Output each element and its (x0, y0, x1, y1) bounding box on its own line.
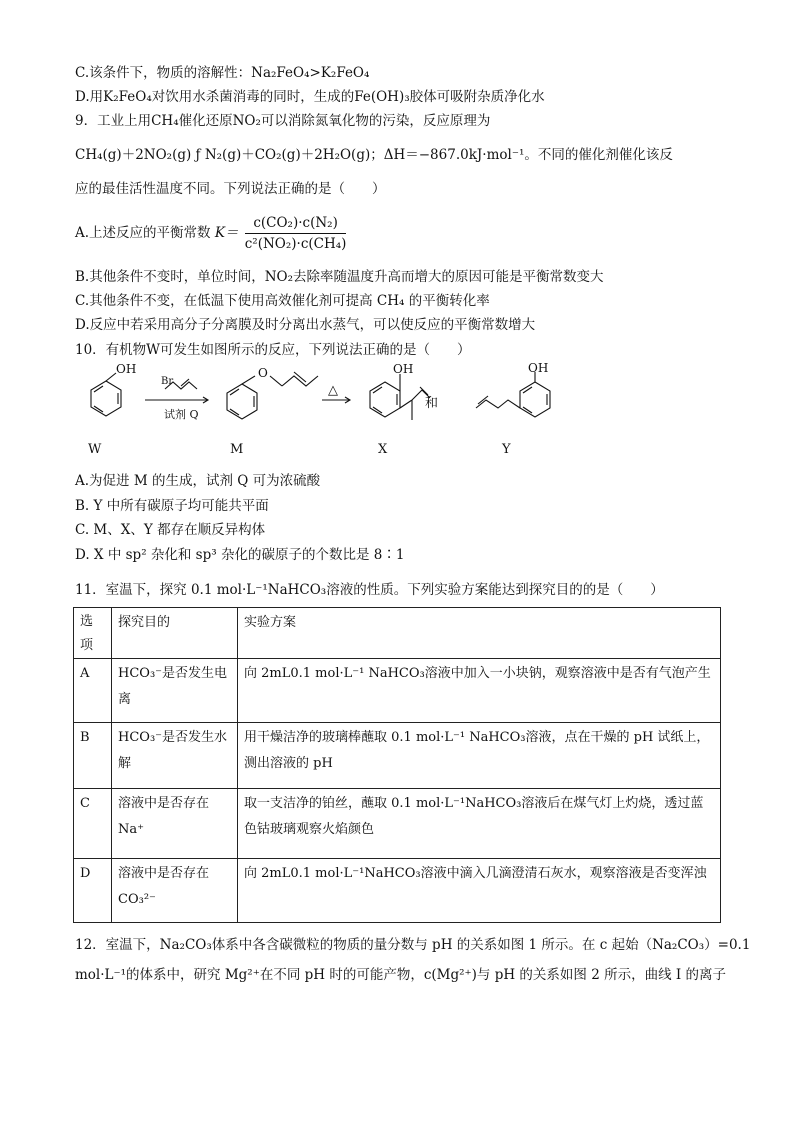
row-option: C (74, 789, 112, 859)
option-d-prev: D.用K₂FeO₄对饮用水杀菌消毒的同时，生成的Fe(OH)₃胶体可吸附杂质净化水 (75, 89, 545, 105)
row-option: B (74, 723, 112, 789)
q12-stem-line-2: mol·L⁻¹的体系中，研究 Mg²⁺在不同 pH 时的可能产物，c(Mg²⁺)与 pH 的关系如图 2 所示，曲线 I 的离子 (75, 967, 727, 983)
header-plan: 实验方案 (238, 608, 721, 659)
w-hydroxyl-label: OH (116, 362, 137, 376)
q10-option-b: B. Y 中所有碳原子均可能共平面 (75, 498, 269, 514)
molecule-w-structure (91, 373, 121, 416)
option-c-prev: C.该条件下，物质的溶解性：Na₂FeO₄>K₂FeO₄ (75, 65, 370, 81)
q9-option-c: C.其他条件不变，在低温下使用高效催化剂可提高 CH₄ 的平衡转化率 (75, 293, 490, 309)
x-hydroxyl-label: OH (393, 362, 414, 376)
header-purpose: 探究目的 (112, 608, 238, 659)
q9-option-a-prefix: A.上述反应的平衡常数 (75, 225, 211, 241)
y-hydroxyl-label: OH (528, 362, 549, 375)
q12-stem-line-1: 12．室温下，Na₂CO₃体系中各含碳微粒的物质的量分数与 pH 的关系如图 1 所示。在 c 起始（Na₂CO₃）=0.1 (75, 937, 751, 953)
q9-option-a (75, 214, 348, 253)
table-row (74, 659, 721, 723)
row-purpose: HCO₃⁻是否发生电离 (112, 659, 238, 723)
experiment-table (73, 607, 721, 923)
q10-option-c: C. M、X、Y 都存在顺反异构体 (75, 522, 266, 538)
table-row (74, 723, 721, 789)
q9-option-b: B.其他条件不变时，单位时间，NO₂去除率随温度升高而增大的原因可能是平衡常数变大 (75, 269, 604, 285)
q10-stem: 10．有机物W可发生如图所示的反应，下列说法正确的是（ ） (75, 342, 471, 358)
label-m: M (230, 442, 244, 457)
equilibrium-constant-fraction (245, 214, 347, 253)
header-option: 选项 (74, 608, 112, 659)
m-oxygen-label: O (258, 366, 268, 380)
bromine-label: Br (161, 376, 174, 387)
table-header-row (74, 608, 721, 659)
q10-option-a: A.为促进 M 的生成，试剂 Q 可为浓硫酸 (75, 473, 321, 489)
label-x: X (378, 442, 388, 457)
q9-stem: 9．工业上用CH₄催化还原NO₂可以消除氮氧化物的污染，反应原理为 (75, 113, 491, 129)
row-purpose: HCO₃⁻是否发生水解 (112, 723, 238, 789)
q11-stem: 11．室温下，探究 0.1 mol·L⁻¹NaHCO₃溶液的性质。下列实验方案能达到探究目的的是（ ） (75, 582, 664, 598)
q9-equation: CH₄(g)＋2NO₂(g) ƒ N₂(g)＋CO₂(g)＋2H₂O(g)；ΔH＝−867.0kJ·mol⁻¹。不同的催化剂催化该反 (75, 147, 673, 163)
q9-option-d: D.反应中若采用高分子分离膜及时分离出水蒸气，可以使反应的平衡常数增大 (75, 317, 536, 333)
row-plan: 向 2mL0.1 mol·L⁻¹ NaHCO₃溶液中加入一小块钠，观察溶液中是否有气泡产生 (238, 659, 721, 723)
row-plan: 取一支洁净的铂丝，蘸取 0.1 mol·L⁻¹NaHCO₃溶液后在煤气灯上灼烧，透过蓝色钴玻璃观察火焰颜色 (238, 789, 721, 859)
molecule-y-structure (476, 372, 550, 417)
table-row (74, 789, 721, 859)
heat-symbol: △ (328, 383, 338, 398)
q9-stem-continued: 应的最佳活性温度不同。下列说法正确的是（ ） (75, 181, 386, 197)
and-label: 和 (425, 396, 439, 411)
row-option: D (74, 859, 112, 923)
label-y: Y (502, 442, 511, 457)
row-purpose: 溶液中是否存在Na⁺ (112, 789, 238, 859)
fraction-denominator: c²(NO₂)·c(CH₄) (244, 236, 347, 252)
row-option: A (74, 659, 112, 723)
molecule-x-structure (370, 374, 430, 420)
q9-k-symbol: K＝ (214, 225, 239, 241)
row-purpose: 溶液中是否存在CO₃²⁻ (112, 859, 238, 923)
q10-option-d: D. X 中 sp² 杂化和 sp³ 杂化的碳原子的个数比是 8∶1 (75, 547, 405, 563)
molecule-m-structure (227, 372, 318, 419)
row-plan: 向 2mL0.1 mol·L⁻¹NaHCO₃溶液中滴入几滴澄清石灰水，观察溶液是否变浑浊 (238, 859, 721, 923)
table-row (74, 859, 721, 923)
reagent-q-label: 试剂 Q (164, 408, 199, 421)
label-w: W (88, 442, 102, 457)
row-plan: 用干燥洁净的玻璃棒蘸取 0.1 mol·L⁻¹ NaHCO₃溶液，点在干燥的 pH 试纸上，测出溶液的 pH (238, 723, 721, 789)
fraction-numerator: c(CO₂)·c(N₂) (245, 214, 347, 234)
